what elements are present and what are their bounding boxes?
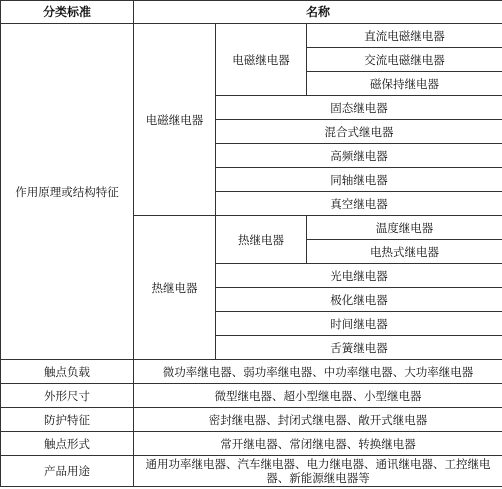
- relay-type-cell: 舌簧继电器: [216, 336, 502, 360]
- relay-type-cell: 固态继电器: [216, 96, 502, 120]
- names-cell: 微功率继电器、弱功率继电器、中功率继电器、大功率继电器: [134, 360, 502, 384]
- relay-type-cell: 交流电磁继电器: [307, 48, 502, 72]
- relay-type-cell: 温度继电器: [307, 216, 502, 240]
- relay-type-cell: 极化继电器: [216, 288, 502, 312]
- category-cell: 外形尺寸: [1, 384, 134, 408]
- relay-type-cell: 真空继电器: [216, 192, 502, 216]
- relay-type-cell: 同轴继电器: [216, 168, 502, 192]
- names-cell: 微型继电器、超小型继电器、小型继电器: [134, 384, 502, 408]
- relay-type-cell: 时间继电器: [216, 312, 502, 336]
- table-row: [1, 456, 502, 487]
- names-cell: 通用功率继电器、汽车继电器、电力继电器、通讯继电器、工控继电器、新能源继电器等: [134, 456, 502, 487]
- thermal-group-cell: 热继电器: [134, 216, 216, 360]
- category-cell: 产品用途: [1, 456, 134, 487]
- names-cell: 密封继电器、封闭式继电器、敞开式继电器: [134, 408, 502, 432]
- electromagnetic-group-cell: 电磁继电器: [134, 24, 216, 216]
- relay-type-cell: 直流电磁继电器: [307, 24, 502, 48]
- table-row: [1, 408, 502, 432]
- relay-type-cell: 混合式继电器: [216, 120, 502, 144]
- table-row: [1, 24, 502, 48]
- relay-type-cell: 高频继电器: [216, 144, 502, 168]
- principle-category-cell: 作用原理或结构特征: [1, 24, 134, 360]
- electromagnetic-sub-cell: 电磁继电器: [216, 24, 307, 96]
- header-row: [1, 1, 502, 24]
- category-cell: 触点负载: [1, 360, 134, 384]
- relay-type-cell: 磁保持继电器: [307, 72, 502, 96]
- table-row: [1, 384, 502, 408]
- names-cell: 常开继电器、常闭继电器、转换继电器: [134, 432, 502, 456]
- table-row: [1, 360, 502, 384]
- relay-type-cell: 电热式继电器: [307, 240, 502, 264]
- header-name: 名称: [134, 1, 502, 24]
- table-row: [1, 432, 502, 456]
- relay-type-cell: 光电继电器: [216, 264, 502, 288]
- category-cell: 触点形式: [1, 432, 134, 456]
- category-cell: 防护特征: [1, 408, 134, 432]
- header-category: 分类标准: [1, 1, 134, 24]
- thermal-sub-cell: 热继电器: [216, 216, 307, 264]
